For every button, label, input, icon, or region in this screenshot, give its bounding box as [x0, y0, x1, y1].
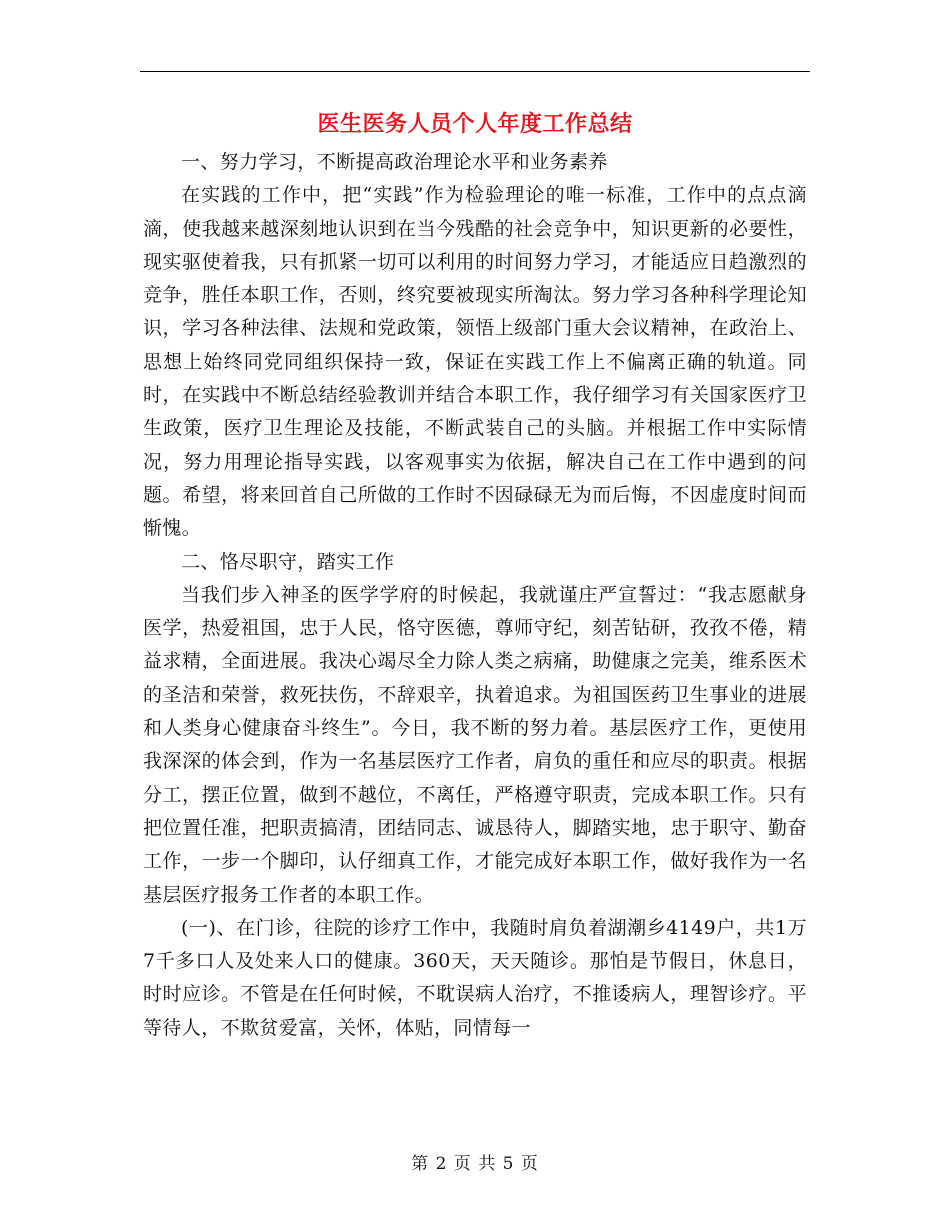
paragraph: 当我们步入神圣的医学学府的时候起，我就谨庄严宣誓过：“我志愿献身医学，热爱祖国，忠于人民，恪守医德，尊师守纪，刻苦钻研，孜孜不倦，精益求精，全面进展。我决心竭尽全力除人类之病痛，助健康之完美，维系医术的圣洁和荣誉，救死扶伤，不辞艰辛，执着追求。为祖国医药卫生事业的进展和人类身心健康奋斗终生”。今日，我不断的努力着。基层医疗工作，更使用我深深的体会到，作为一名基层医疗工作者，肩负的重任和应尽的职责。根据分工，摆正位置，做到不越位，不离任，严格遵守职责，完成本职工作。只有把位置任准，把职责搞清，团结同志、诚恳待人，脚踏实地，忠于职守、勤奋工作，一步一个脚印，认仔细真工作，才能完成好本职工作，做好我作为一名基层医疗报务工作者的本职工作。 — [143, 583, 807, 906]
header-rule — [140, 71, 810, 72]
page-number-label: 第 2 页 共 5 页 — [411, 1154, 539, 1174]
paragraph: (一)、在门诊，往院的诊疗工作中，我随时肩负着湖潮乡4149户，共1万7千多口人及处来人口的健康。360天，天天随诊。那怕是节假日，休息日，时时应诊。不管是在任何时候，不耽误病人治疗，不推诿病人，理智诊疗。平等待人，不欺贫爱富，关怀，体贴，同情每一 — [143, 916, 807, 1039]
section-heading-2: 二、恪尽职守，踏实工作 — [181, 550, 395, 573]
page-footer — [0, 1150, 950, 1178]
section-heading-1: 一、努力学习，不断提高政治理论水平和业务素养 — [181, 151, 608, 173]
document-title: 医生医务人员个人年度工作总结 — [317, 112, 633, 137]
document-body — [143, 146, 807, 1045]
paragraph: 在实践的工作中，把“实践”作为检验理论的唯一标准，工作中的点点滴滴，使我越来越深刻地认识到在当今残酷的社会竞争中，知识更新的必要性，现实驱使着我，只有抓紧一切可以利用的时间努力学习，才能适应日趋激烈的竞争，胜任本职工作，否则，终究要被现实所淘汰。努力学习各种科学理论知识，学习各种法律、法规和党政策，领悟上级部门重大会议精神，在政治上、思想上始终同党同组织保持一致，保证在实践工作上不偏离正确的轨道。同时，在实践中不断总结经验教训并结合本职工作，我仔细学习有关国家医疗卫生政策，医疗卫生理论及技能，不断武装自己的头脑。并根据工作中实际情况，努力用理论指导实践，以客观事实为依据，解决自己在工作中遇到的问题。希望，将来回首自己所做的工作时不因碌碌无为而后悔，不因虚度时间而惭愧。 — [143, 184, 807, 540]
